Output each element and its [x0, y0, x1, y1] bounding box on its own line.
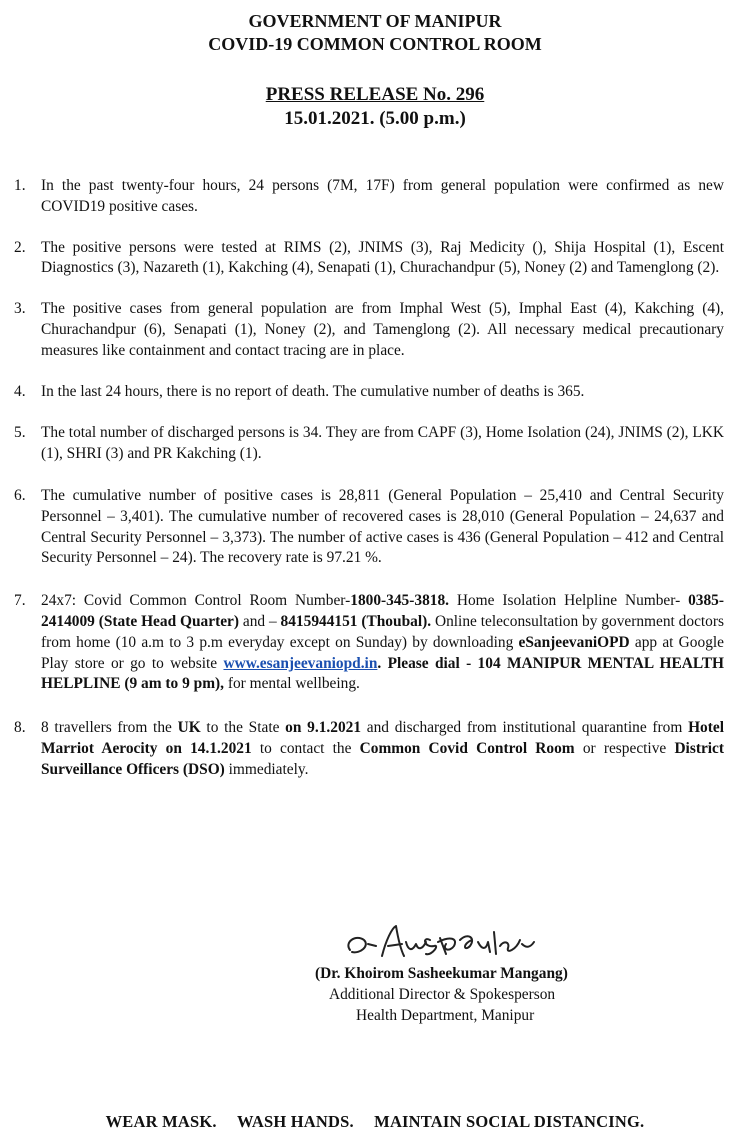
list-item: 5. The total number of discharged persons is 34. They are from CAPF (3), Home Isolation (24), JNIMS (2), LKK (1), SHRI (3) and PR Kakching (1).	[14, 424, 724, 463]
header-government: GOVERNMENT OF MANIPUR	[248, 11, 502, 31]
signatory-title: Additional Director & Spokesperson	[329, 986, 556, 1003]
esanjeevani-website-link[interactable]: www.esanjeevaniopd.in	[223, 654, 378, 672]
press-release-number: PRESS RELEASE No. 296	[265, 84, 485, 105]
press-release-items	[14, 176, 724, 781]
press-release-datetime: 15.01.2021. (5.00 p.m.)	[284, 108, 466, 129]
list-item: 3. The positive cases from general population are from Imphal West (5), Imphal East (4), Kakching (4), Churachandpur (6), Senapati (1), Noney (2), and Tamenglong (2). All necessary medical precautionary measures like containment and contact tracing are in place.	[14, 300, 724, 359]
list-item: 6. The cumulative number of positive cases is 28,811 (General Population – 25,410 and Central Security Personnel – 3,401). The cumulative number of recovered cases is 28,010 (General Population – 24,637 and Central Security Personnel – 3,373). The number of active cases is 436 (General Population – 412 and Central Security Personnel – 24). The recovery rate is 97.21 %.	[14, 486, 724, 567]
signatory-department: Health Department, Manipur	[356, 1007, 535, 1024]
signature-image	[342, 920, 572, 964]
list-item: 4. In the last 24 hours, there is no report of death. The cumulative number of deaths is 365.	[14, 382, 585, 400]
slogan-wear-mask: WEAR MASK.	[105, 1112, 217, 1131]
slogan-wash-hands: WASH HANDS.	[237, 1112, 354, 1131]
list-item: 1. In the past twenty-four hours, 24 persons (7M, 17F) from general population were confirmed as new COVID19 positive cases.	[14, 177, 724, 215]
header-control-room: COVID-19 COMMON CONTROL ROOM	[208, 34, 542, 54]
list-item: 2. The positive persons were tested at RIMS (2), JNIMS (3), Raj Medicity (), Shija Hospital (1), Escent Diagnostics (3), Nazareth (1), Kakching (4), Senapati (1), Churachandpur (5), Noney (2) and Tamenglong (2).	[14, 238, 724, 277]
signature-scribble-icon	[342, 920, 572, 964]
list-item-helplines: 7. 24x7: Covid Common Control Room Number-1800-345-3818. Home Isolation Helpline Number- 0385-2414009 (State Head Quarter) and – 8415944151 (Thoubal). Online teleconsultation by government doctors from home (10 a.m to 3 p.m everyday except on Sunday) by downloading eSanjeevaniOPD app at Google Play store or go to website www.esanjeevaniopd.in. Please dial - 104 MANIPUR MENTAL HEALTH HELPLINE (9 am to 9 pm), for mental wellbeing.	[14, 592, 725, 693]
list-item-travellers: 8. 8 travellers from the UK to the State on 9.1.2021 and discharged from institutional quarantine from Hotel Marriot Aerocity on 14.1.2021 to contact the Common Covid Control Room or respective District Surveillance Officers (DSO) immediately.	[14, 719, 725, 778]
slogan-social-distancing: MAINTAIN SOCIAL DISTANCING.	[374, 1112, 645, 1131]
footer-slogan	[0, 1112, 750, 1132]
signatory-name: (Dr. Khoirom Sasheekumar Mangang)	[315, 965, 568, 982]
